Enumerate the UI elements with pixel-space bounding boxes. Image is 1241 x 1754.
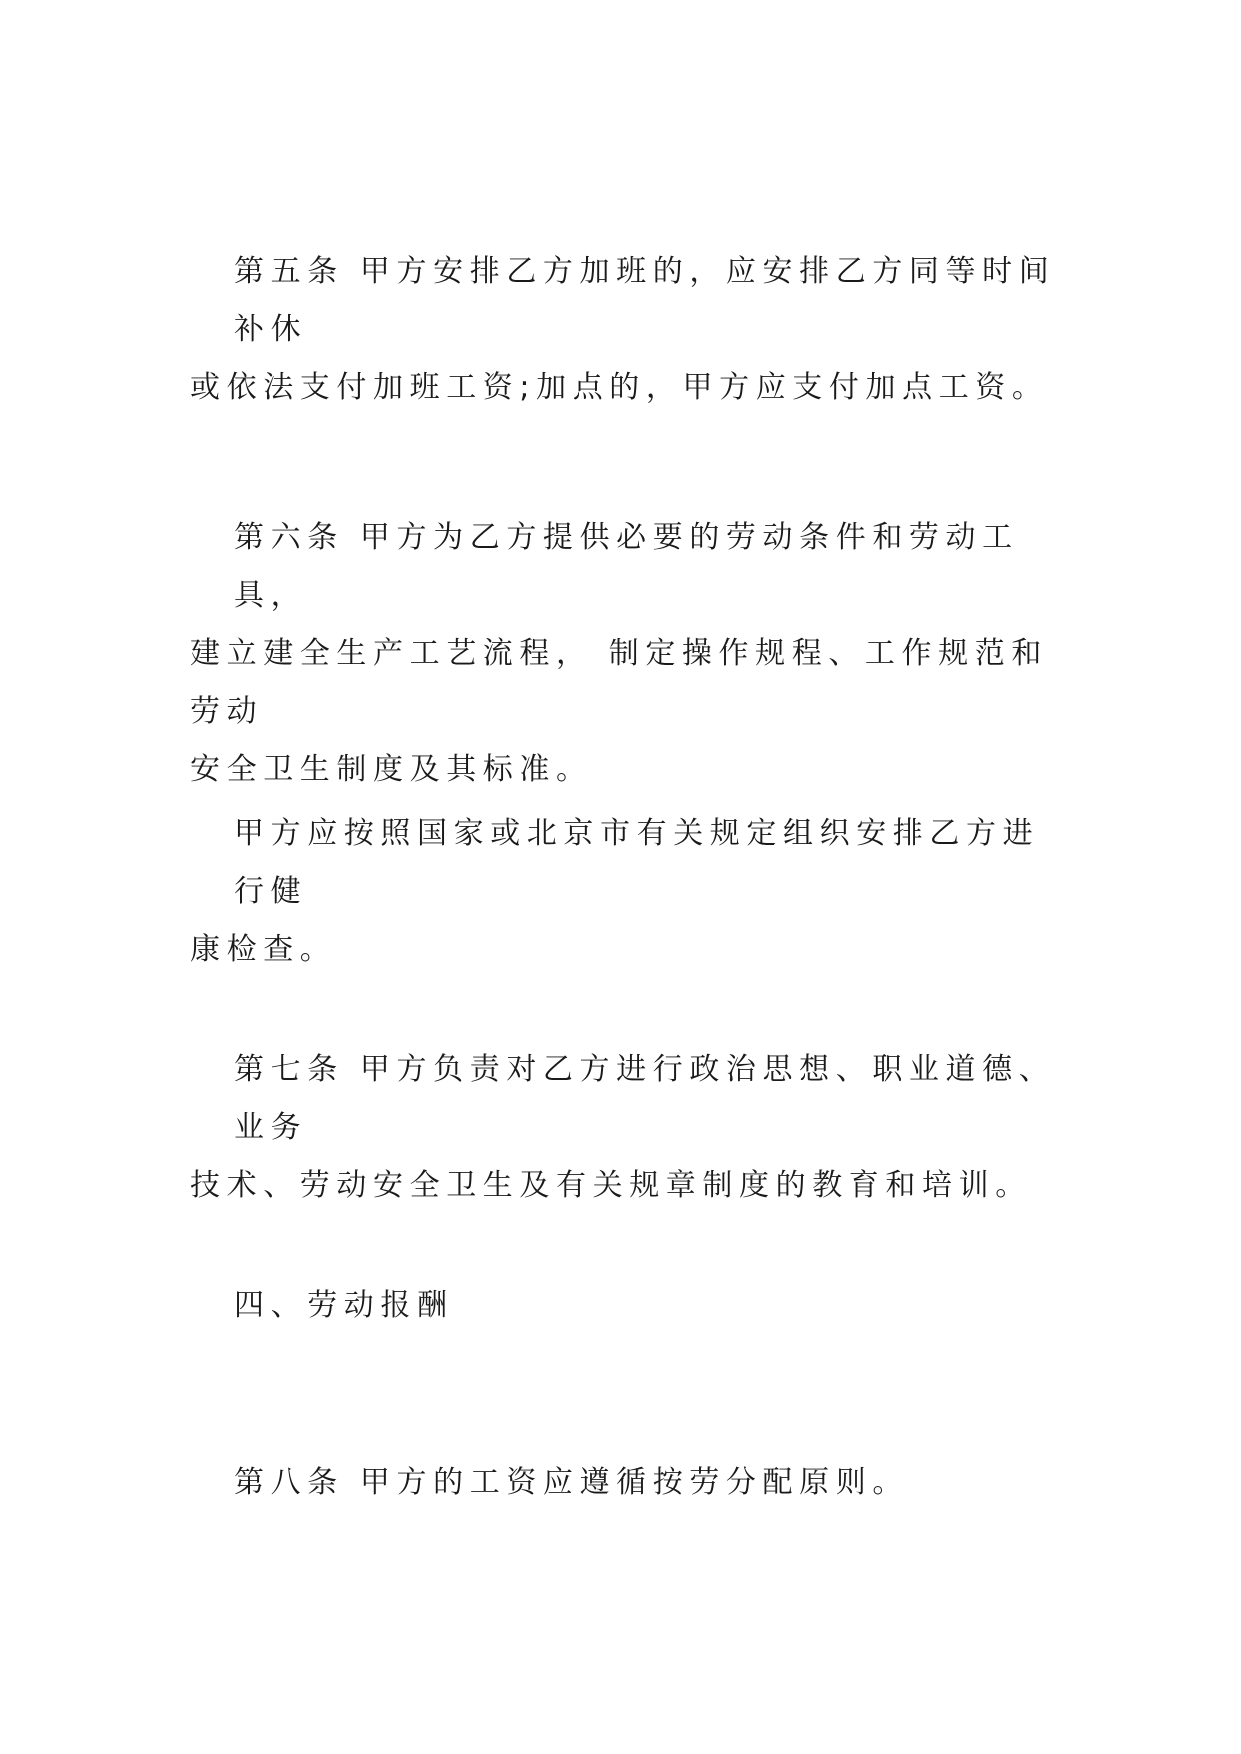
paragraph-article-7 xyxy=(190,1041,1070,1215)
paragraph-line: 第六条 甲方为乙方提供必要的劳动条件和劳动工具， xyxy=(234,520,1019,613)
paragraph-health-check xyxy=(190,805,1070,979)
section-heading-remuneration xyxy=(190,1277,1070,1335)
paragraph-line: 第七条 甲方负责对乙方进行政治思想、职业道德、业务 xyxy=(234,1052,1056,1145)
paragraph-line: 技术、劳动安全卫生及有关规章制度的教育和培训。 xyxy=(190,1168,1032,1203)
paragraph-line: 或依法支付加班工资;加点的，甲方应支付加点工资。 xyxy=(190,370,1049,405)
paragraph-line: 甲方应按照国家或北京市有关规定组织安排乙方进行健 xyxy=(234,816,1040,909)
paragraph-line: 安全卫生制度及其标准。 xyxy=(190,752,593,787)
paragraph-line: 康检查。 xyxy=(190,932,337,967)
paragraph-article-6 xyxy=(190,509,1070,799)
section-heading: 四、劳动报酬 xyxy=(234,1288,454,1323)
paragraph-line: 第五条 甲方安排乙方加班的，应安排乙方同等时间补休 xyxy=(234,254,1056,347)
paragraph-line: 建立建全生产工艺流程， 制定操作规程、工作规范和劳动 xyxy=(190,636,1048,729)
paragraph-line: 第八条 甲方的工资应遵循按劳分配原则。 xyxy=(234,1465,909,1500)
paragraph-article-8 xyxy=(190,1454,1070,1512)
paragraph-article-5 xyxy=(190,243,1070,417)
